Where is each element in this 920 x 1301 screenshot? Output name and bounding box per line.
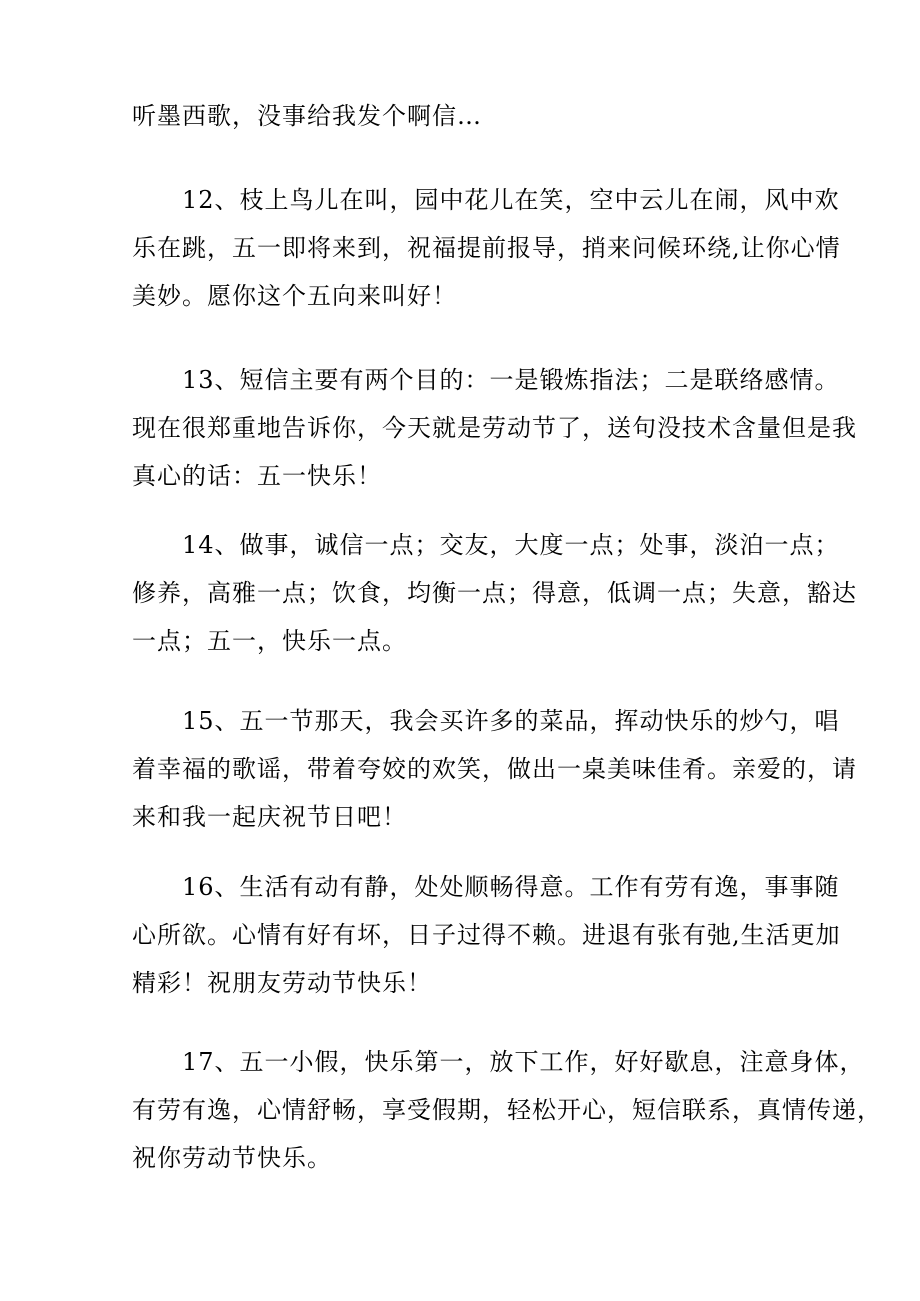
text-line: 有劳有逸，心情舒畅，享受假期，轻松开心，短信联系，真情传递， [132,1096,882,1124]
paragraph-17 [132,1038,882,1182]
text-line: 祝你劳动节快乐。 [132,1144,332,1172]
paragraph-12 [132,176,841,320]
paragraph-13 [132,356,857,500]
text-line: 17、五一小假，快乐第一，放下工作，好好歇息，注意身体， [182,1048,865,1076]
paragraph-14 [132,521,857,665]
paragraph-continuation [132,92,812,140]
paragraph-16 [132,863,841,1007]
paragraph-15 [132,697,857,841]
text-line: 修养，高雅一点；饮食，均衡一点；得意，低调一点；失意，豁达 [132,579,857,607]
text-line: 来和我一起庆祝节日吧！ [132,803,407,831]
text-line: 美妙。愿你这个五向来叫好！ [132,282,457,310]
text-line: 心所欲。心情有好有坏，日子过得不赖。进退有张有弛,生活更加 [132,921,841,949]
text-line: 16、生活有动有静，处处顺畅得意。工作有劳有逸，事事随 [182,873,840,901]
text-line: 12、枝上鸟儿在叫，园中花儿在笑，空中云儿在闹，风中欢 [182,186,840,214]
text-line: 15、五一节那天，我会买许多的菜品，挥动快乐的炒勺，唱 [182,707,840,735]
text-line: 着幸福的歌谣，带着夸姣的欢笑，做出一桌美味佳肴。亲爱的，请 [132,755,857,783]
text-line: 精彩！祝朋友劳动节快乐！ [132,969,432,997]
text-line: 现在很郑重地告诉你，今天就是劳动节了，送句没技术含量但是我 [132,414,857,442]
text-line: 真心的话：五一快乐！ [132,462,382,490]
text-line: 一点；五一，快乐一点。 [132,627,407,655]
text-line: 听墨西歌，没事给我发个啊信… [132,102,482,130]
text-line: 13、短信主要有两个目的：一是锻炼指法；二是联络感情。 [182,366,840,394]
text-line: 乐在跳，五一即将来到，祝福提前报导，捎来问候环绕,让你心情 [132,234,841,262]
text-line: 14、做事，诚信一点；交友，大度一点；处事，淡泊一点； [182,531,840,559]
